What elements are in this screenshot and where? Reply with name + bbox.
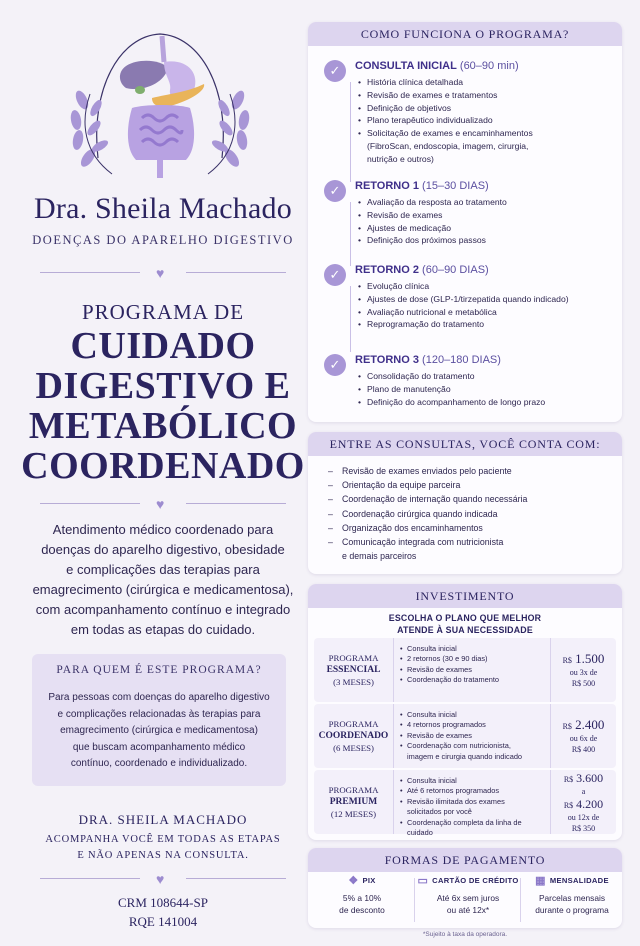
intro-line: e complicações das terapias para	[66, 562, 260, 577]
step-name: CONSULTA INICIAL	[355, 60, 457, 72]
plan-item: • Até 6 retornos programados	[400, 786, 548, 796]
plan-item: • Revisão de exames	[400, 665, 548, 675]
check-circle-icon: ✓	[324, 264, 346, 286]
signature-name: DRA. SHEILA MACHADO	[78, 812, 248, 827]
step-item: • Avaliação da resposta ao tratamento	[358, 196, 608, 209]
rqe-number: RQE 141004	[128, 914, 198, 929]
payment-method-line: 5% a 10%	[342, 893, 382, 903]
signature-tagline	[0, 832, 326, 864]
step-item: • Ajustes de dose (GLP-1/tirzepatida quando indicado)	[358, 293, 608, 306]
step-item: • Consolidação do tratamento	[358, 370, 608, 383]
step-items	[358, 76, 608, 166]
investment-title: INVESTIMENTO	[308, 584, 622, 608]
credit-card-icon: ▭	[417, 875, 429, 887]
heart-icon: ♥	[156, 496, 165, 512]
payment-method-name: PIX	[362, 876, 376, 885]
step-duration: (60–90 min)	[459, 60, 519, 72]
step-item: • Evolução clínica	[358, 280, 608, 293]
price-value-max: 4.200	[576, 796, 604, 811]
target-audience-text	[44, 690, 274, 773]
installments-label: ou 12x de	[567, 812, 600, 822]
price-value: 3.600	[576, 770, 604, 785]
target-audience-line: Para pessoas com doenças do aparelho digestivo	[48, 692, 270, 703]
program-pre-title: PROGRAMA DE	[81, 300, 245, 324]
target-audience-line: emagrecimento (cirúrgica e medicamentosa)	[60, 725, 258, 736]
doctor-specialty: DOENÇAS DO APARELHO DIGESTIVO	[32, 233, 294, 247]
step-item-continuation: nutrição e outros)	[367, 153, 434, 164]
plan-title: PREMIUM	[329, 797, 378, 807]
plan-item-continuation: solicitados por você	[407, 807, 472, 817]
installment-value: R$ 350	[571, 823, 596, 833]
step-title	[355, 180, 489, 192]
list-item: – Coordenação de internação quando necessária	[328, 492, 612, 506]
program-title-line: DIGESTIVO E	[35, 365, 291, 407]
step-duration: (60–90 DIAS)	[422, 264, 489, 276]
payment-method-line: durante o programa	[535, 905, 609, 915]
step-name: RETORNO 1	[355, 180, 419, 192]
step-item: • Solicitação de exames e encaminhamentos	[358, 127, 608, 140]
crm-number: CRM 108644-SP	[118, 895, 208, 910]
target-audience-line: contínuo, coordenado e individualizado.	[70, 758, 248, 769]
price-value: 1.500	[575, 651, 605, 666]
plan-premium[interactable]	[314, 770, 616, 838]
step-item: • Revisão de exames	[358, 209, 608, 222]
price-currency: R$	[563, 774, 574, 784]
plan-price	[550, 704, 616, 768]
investment-subtitle	[308, 612, 622, 636]
investment-subtitle-line: ESCOLHA O PLANO QUE MELHOR	[388, 613, 542, 623]
plan-title: ESSENCIAL	[326, 665, 381, 675]
calendar-icon: ▦	[535, 875, 546, 887]
payment-method-description	[310, 892, 414, 916]
step-title	[355, 60, 519, 72]
payment-card	[308, 848, 622, 928]
step-item-continuation: (FibroScan, endoscopia, imagem, cirurgia,	[367, 140, 529, 151]
plan-item: • 4 retornos programados	[400, 720, 548, 730]
signature-line: E NÃO APENAS NA CONSULTA.	[77, 850, 249, 861]
intro-text	[24, 520, 302, 640]
plan-label: PROGRAMA	[328, 653, 379, 663]
registration-numbers	[0, 893, 326, 931]
signature-line: ACOMPANHA VOCÊ EM TODAS AS ETAPAS	[45, 834, 281, 845]
program-title-line: CUIDADO	[70, 325, 256, 367]
heart-icon: ♥	[156, 265, 165, 281]
step-name: RETORNO 3	[355, 354, 419, 366]
payment-method-line: Parcelas mensais	[538, 893, 606, 903]
payment-method-name: MENSALIDADE	[549, 876, 609, 885]
check-circle-icon: ✓	[324, 354, 346, 376]
step-duration: (120–180 DIAS)	[422, 354, 501, 366]
divider	[40, 266, 286, 280]
payment-method-name: CARTÃO DE CRÉDITO	[432, 876, 519, 885]
plan-item: • Revisão de exames	[400, 731, 548, 741]
payment-method-line: Até 6x sem juros	[436, 893, 500, 903]
price-currency: R$	[562, 656, 572, 665]
target-audience-line: que buscam acompanhamento médico	[72, 741, 246, 753]
installments-label: ou 3x de	[569, 668, 598, 677]
how-it-works-title: COMO FUNCIONA O PROGRAMA?	[308, 22, 622, 46]
step-duration: (15–30 DIAS)	[422, 180, 489, 192]
payment-method-description	[416, 892, 520, 916]
plan-name	[314, 770, 394, 834]
price-value: 2.400	[575, 717, 605, 732]
payment-footnote: *Sujeito à taxa da operadora.	[422, 931, 508, 938]
intro-line: em todas as etapas do cuidado.	[70, 622, 256, 637]
investment-subtitle-line: ATENDE À SUA NECESSIDADE	[397, 625, 533, 635]
plan-period: (12 MESES)	[330, 809, 377, 819]
intro-line: Atendimento médico coordenado para	[52, 522, 274, 537]
between-consults-card	[308, 432, 622, 574]
list-item: – Organização dos encaminhamentos	[328, 521, 612, 535]
payment-title: FORMAS DE PAGAMENTO	[308, 848, 622, 872]
plan-item: • Revisão ilimitada dos exames	[400, 797, 548, 807]
plan-name	[314, 704, 394, 768]
list-item: – Coordenação cirúrgica quando indicada	[328, 507, 612, 521]
how-it-works-card	[308, 22, 622, 422]
plan-item: • Coordenação do tratamento	[400, 675, 548, 685]
step-name: RETORNO 2	[355, 264, 419, 276]
step-item: • Plano de manutenção	[358, 383, 608, 396]
plan-essencial[interactable]	[314, 638, 616, 702]
step-item: • Plano terapêutico individualizado	[358, 114, 608, 127]
plan-period: (3 MESES)	[333, 677, 374, 687]
step-title	[355, 264, 489, 276]
plan-items	[400, 644, 548, 686]
step-item: • Definição do acompanhamento de longo prazo	[358, 396, 608, 409]
check-circle-icon: ✓	[324, 60, 346, 82]
plan-item: • 2 retornos (30 e 90 dias)	[400, 654, 548, 664]
step-item: • História clínica detalhada	[358, 76, 608, 89]
program-title-line: COORDENADO	[21, 445, 305, 487]
payment-method-line: ou até 12x*	[446, 905, 490, 915]
check-circle-icon: ✓	[324, 180, 346, 202]
divider	[40, 872, 286, 886]
program-title-line: METABÓLICO	[28, 405, 298, 447]
program-title	[0, 326, 326, 486]
installment-value: R$ 500	[571, 679, 596, 688]
payment-method-monthly	[520, 874, 622, 916]
list-item-continuation: e demais parceiros	[342, 551, 417, 562]
plan-item: • Coordenação com nutricionista,	[400, 741, 548, 751]
plan-name	[314, 638, 394, 702]
step-item: • Definição dos próximos passos	[358, 234, 608, 247]
step-item: • Avaliação nutricional e metabólica	[358, 306, 608, 319]
target-audience-title: PARA QUEM É ESTE PROGRAMA?	[56, 664, 262, 676]
plan-price	[550, 638, 616, 702]
between-consults-list	[328, 464, 612, 563]
doctor-name: Dra. Sheila Machado	[34, 192, 292, 225]
plan-item: • Consulta inicial	[400, 776, 548, 786]
list-item: – Revisão de exames enviados pelo paciente	[328, 464, 612, 478]
step-items	[358, 196, 608, 247]
installments-label: ou 6x de	[569, 734, 598, 743]
plan-item: • Consulta inicial	[400, 710, 548, 720]
target-audience-line: e complicações relacionadas às terapias para	[57, 708, 261, 720]
step-item: • Reprogramação do tratamento	[358, 318, 608, 331]
step-item: • Definição de objetivos	[358, 102, 608, 115]
plan-item: • Consulta inicial	[400, 644, 548, 654]
plan-item: • Coordenação completa da linha de cuidado	[400, 818, 548, 839]
plan-price	[550, 770, 616, 834]
payment-method-credit-card	[416, 874, 520, 916]
step-title	[355, 354, 501, 366]
price-range-separator: a	[581, 786, 586, 796]
step-items	[358, 280, 608, 331]
divider	[40, 497, 286, 511]
target-audience-box	[32, 654, 286, 786]
price-currency: R$	[562, 722, 572, 731]
price-currency: R$	[563, 800, 574, 810]
heart-icon: ♥	[156, 871, 165, 887]
intro-line: emagrecimento (cirúrgica e medicamentosa),	[32, 582, 294, 597]
payment-method-pix	[310, 874, 414, 916]
step-item: • Ajustes de medicação	[358, 222, 608, 235]
pix-icon: ❖	[348, 875, 359, 887]
between-consults-title: ENTRE AS CONSULTAS, VOCÊ CONTA COM:	[308, 432, 622, 456]
plan-coordenado[interactable]	[314, 704, 616, 768]
plan-label: PROGRAMA	[328, 719, 379, 729]
list-item: – Orientação da equipe parceira	[328, 478, 612, 492]
plan-title: COORDENADO	[318, 731, 389, 741]
plan-items	[400, 776, 548, 838]
installment-value: R$ 400	[571, 745, 596, 754]
plan-item-continuation: imagem e cirurgia quando indicado	[407, 751, 523, 761]
plan-items	[400, 710, 548, 762]
intro-line: doenças do aparelho digestivo, obesidade	[41, 542, 285, 557]
digestive-system-emblem-icon	[60, 28, 260, 188]
plan-period: (6 MESES)	[333, 743, 374, 753]
step-items	[358, 370, 608, 408]
investment-card	[308, 584, 622, 840]
payment-method-line: de desconto	[339, 905, 385, 915]
payment-method-description	[520, 892, 622, 916]
plan-label: PROGRAMA	[328, 785, 379, 795]
step-item: • Revisão de exames e tratamentos	[358, 89, 608, 102]
intro-line: com acompanhamento contínuo e integrado	[35, 602, 291, 617]
list-item: – Comunicação integrada com nutricionista	[328, 535, 612, 549]
